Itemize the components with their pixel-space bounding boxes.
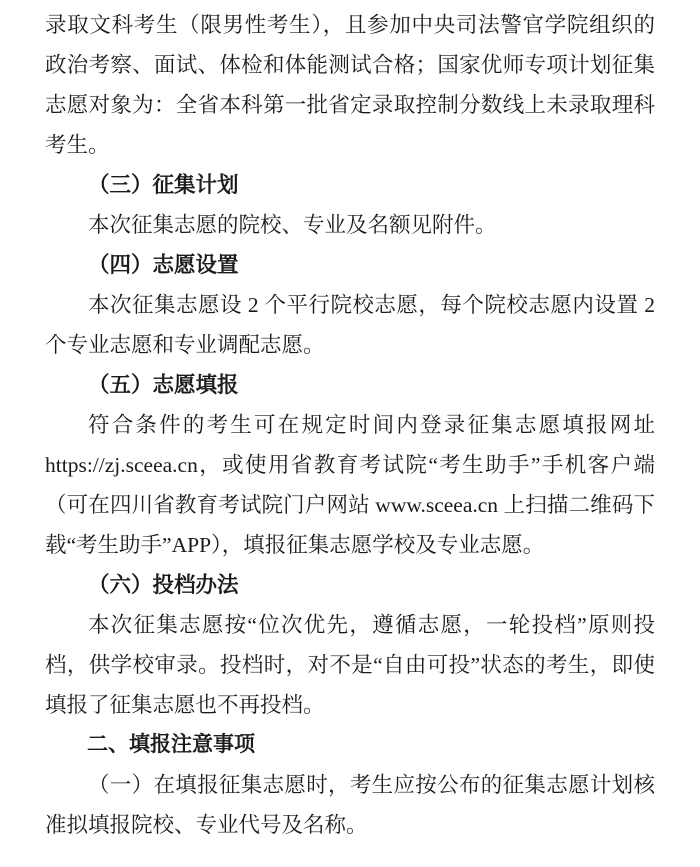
paragraph-section-4-body: 本次征集志愿设 2 个平行院校志愿，每个院校志愿内设置 2 个专业志愿和专业调配志愿。 bbox=[45, 293, 655, 357]
heading-section-4-volunteer-setup: （四）志愿设置 bbox=[88, 253, 239, 277]
paragraph-section-6-body: 本次征集志愿按“位次优先，遵循志愿，一轮投档”原则投档，供学校审录。投档时，对不是“自由可投”状态的考生，即使填报了征集志愿也不再投档。 bbox=[45, 613, 655, 717]
heading-section-6-filing-method: （六）投档办法 bbox=[88, 573, 239, 597]
paragraph-part-2-item-1: （一）在填报征集志愿时，考生应按公布的征集志愿计划核准拟填报院校、专业代号及名称。 bbox=[45, 773, 655, 837]
paragraph-eligibility-continuation: 录取文科考生（限男性考生），且参加中央司法警官学院组织的政治考察、面试、体检和体能测试合格；国家优师专项计划征集志愿对象为：全省本科第一批省定录取控制分数线上未录取理科考生。 bbox=[45, 13, 655, 157]
paragraph-section-5-body: 符合条件的考生可在规定时间内登录征集志愿填报网址 https://zj.sceea.cn，或使用省教育考试院“考生助手”手机客户端（可在四川省教育考试院门户网站 www.sceea.cn 上扫描二维码下载“考生助手”APP），填报征集志愿学校及专业志愿。 bbox=[45, 413, 655, 557]
heading-part-2-filling-notes: 二、填报注意事项 bbox=[87, 733, 255, 756]
paragraph-section-3-body: 本次征集志愿的院校、专业及名额见附件。 bbox=[88, 213, 497, 237]
heading-section-5-volunteer-filling: （五）志愿填报 bbox=[88, 373, 239, 397]
heading-section-3-recruitment-plan: （三）征集计划 bbox=[88, 173, 239, 197]
